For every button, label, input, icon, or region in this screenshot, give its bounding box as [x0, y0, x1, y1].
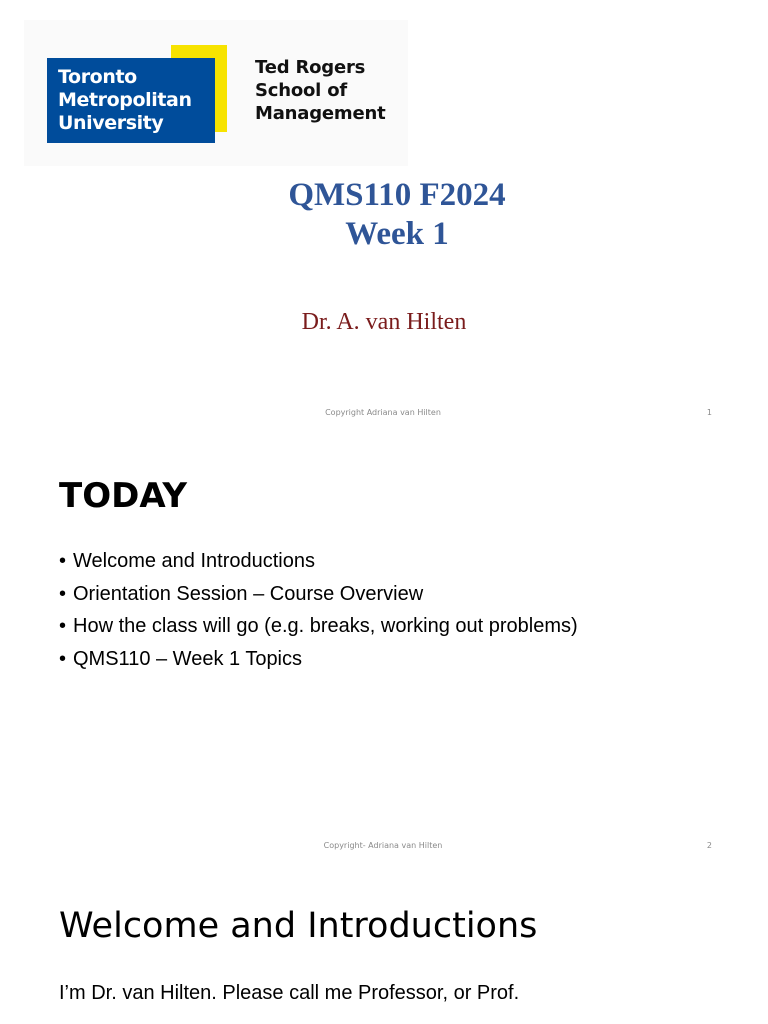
slide-footer: Copyright Adriana van Hilten	[325, 408, 441, 417]
logo-university-line: Metropolitan	[58, 89, 192, 111]
logo-school-line: Ted Rogers	[255, 57, 366, 78]
bullet-list	[59, 545, 578, 675]
week-title: Week 1	[345, 216, 449, 252]
slide-heading: TODAY	[59, 476, 187, 516]
list-item-text: QMS110 – Week 1 Topics	[73, 647, 303, 670]
slide-heading: Welcome and Introductions	[59, 906, 538, 946]
list-item: • QMS110 – Week 1 Topics	[59, 647, 303, 670]
intro-text: I’m Dr. van Hilten. Please call me Professor, or Prof.	[59, 982, 520, 1004]
list-item: • Orientation Session – Course Overview	[59, 582, 424, 605]
logo-university-line: University	[58, 112, 164, 134]
slide-1	[0, 0, 768, 432]
list-item-text: Welcome and Introductions	[73, 550, 315, 572]
author-name: Dr. A. van Hilten	[301, 309, 467, 335]
logo-school-line: School of	[255, 80, 348, 101]
logo-university-line: Toronto	[58, 66, 137, 88]
tmu-ted-rogers-logo	[24, 20, 408, 166]
slide-page-number: 2	[706, 841, 712, 850]
logo-blue-block	[47, 58, 215, 143]
list-item: • How the class will go (e.g. breaks, working out problems)	[59, 615, 578, 637]
slide-footer: Copyright- Adriana van Hilten	[323, 841, 443, 850]
course-title: QMS110 F2024	[288, 177, 506, 213]
list-item: • Welcome and Introductions	[59, 550, 315, 572]
slide-page-number: 1	[706, 408, 712, 417]
slide-2	[0, 432, 768, 864]
logo-school-line: Management	[255, 103, 386, 124]
list-item-text: Orientation Session – Course Overview	[73, 582, 424, 605]
list-item-text: How the class will go (e.g. breaks, working out problems)	[73, 615, 578, 637]
logo-school-name	[255, 56, 386, 125]
slide-3	[0, 864, 768, 1024]
